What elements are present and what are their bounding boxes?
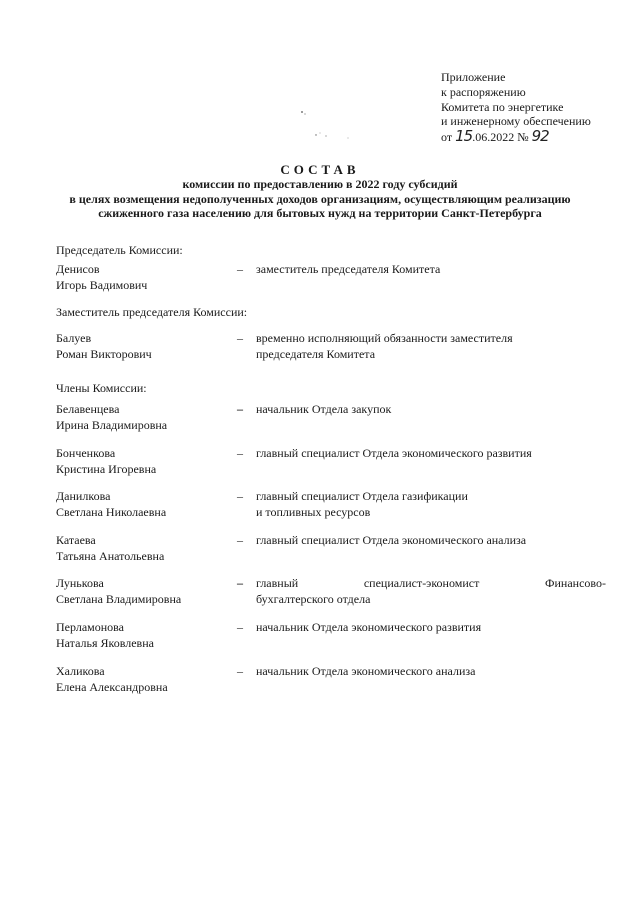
member-surname: Балуев bbox=[56, 331, 92, 345]
position-line: начальник Отдела закупок bbox=[256, 402, 392, 416]
member-row bbox=[56, 489, 616, 525]
section-chairman: Председатель Комиссии: bbox=[56, 243, 183, 257]
position-line: главный специалист Отдела газификации bbox=[256, 489, 468, 503]
position-line: начальник Отдела экономического развития bbox=[256, 620, 482, 634]
dash: – bbox=[237, 489, 243, 503]
date-rest: .06.2022 № bbox=[472, 130, 529, 145]
position-line: временно исполняющий обязанности заместителя bbox=[256, 331, 513, 345]
member-given-names: Елена Александровна bbox=[56, 679, 168, 694]
member-position bbox=[256, 402, 606, 418]
position-line: главный специалист Отдела экономического анализа bbox=[256, 533, 527, 547]
member-row bbox=[56, 576, 616, 612]
annex-line: к распоряжению bbox=[441, 84, 526, 99]
member-name bbox=[56, 402, 167, 433]
dash: – bbox=[237, 402, 243, 416]
annex-block bbox=[441, 70, 591, 145]
member-position bbox=[256, 664, 606, 680]
member-surname: Денисов bbox=[56, 262, 100, 276]
member-given-names: Татьяна Анатольевна bbox=[56, 548, 165, 563]
annex-line: Комитета по энергетике bbox=[441, 99, 564, 114]
member-position bbox=[256, 331, 606, 362]
position-line: председателя Комитета bbox=[256, 346, 376, 361]
member-given-names: Наталья Яковлевна bbox=[56, 635, 154, 650]
member-position bbox=[256, 446, 606, 462]
member-row bbox=[56, 533, 616, 569]
position-word: специалист-экономист bbox=[363, 576, 480, 590]
member-surname: Данилкова bbox=[56, 489, 111, 503]
member-row bbox=[56, 620, 616, 656]
member-surname: Лунькова bbox=[56, 576, 104, 590]
member-surname: Бонченкова bbox=[56, 446, 116, 460]
dash: – bbox=[237, 262, 243, 276]
document-title bbox=[0, 162, 640, 221]
member-name bbox=[56, 489, 166, 520]
member-name bbox=[56, 664, 168, 695]
member-surname: Халикова bbox=[56, 664, 105, 678]
member-row bbox=[56, 446, 616, 482]
annex-line: Приложение bbox=[441, 70, 506, 84]
annex-line: и инженерному обеспечению bbox=[441, 114, 591, 129]
section-deputy: Заместитель председателя Комиссии: bbox=[56, 305, 248, 319]
member-name bbox=[56, 620, 154, 651]
dash: – bbox=[237, 331, 243, 345]
dash: – bbox=[237, 576, 243, 590]
position-word: Финансово- bbox=[545, 576, 606, 590]
member-row bbox=[56, 331, 616, 367]
dash: – bbox=[237, 533, 243, 547]
handwritten-day: 15 bbox=[455, 127, 473, 146]
date-prefix: от bbox=[441, 130, 453, 145]
member-name bbox=[56, 576, 181, 607]
member-position bbox=[256, 576, 606, 607]
dash: – bbox=[237, 446, 243, 460]
member-row bbox=[56, 262, 616, 298]
title-line: сжиженного газа населению для бытовых нужд на территории Санкт-Петербурга bbox=[98, 206, 542, 220]
dash: – bbox=[237, 664, 243, 678]
title-line: в целях возмещения недополученных доходов организациям, осуществляющим реализацию bbox=[69, 191, 571, 206]
handwritten-number: 92 bbox=[531, 127, 549, 146]
position-line bbox=[256, 576, 606, 592]
member-surname: Белавенцева bbox=[56, 402, 120, 416]
position-line: и топливных ресурсов bbox=[256, 504, 371, 519]
member-given-names: Игорь Вадимович bbox=[56, 277, 148, 292]
member-row bbox=[56, 664, 616, 700]
member-surname: Катаева bbox=[56, 533, 96, 547]
member-surname: Перламонова bbox=[56, 620, 124, 634]
member-given-names: Светлана Владимировна bbox=[56, 591, 182, 606]
member-given-names: Кристина Игоревна bbox=[56, 461, 157, 476]
member-name bbox=[56, 262, 147, 293]
member-position bbox=[256, 262, 606, 278]
title-line: комиссии по предоставлению в 2022 году субсидий bbox=[182, 177, 458, 191]
member-name bbox=[56, 331, 152, 362]
member-position bbox=[256, 533, 606, 549]
title-main: СОСТАВ bbox=[280, 162, 360, 177]
section-members: Члены Комиссии: bbox=[56, 381, 147, 395]
member-row bbox=[56, 402, 616, 438]
position-line: главный специалист Отдела экономического развития bbox=[256, 446, 532, 460]
member-given-names: Ирина Владимировна bbox=[56, 417, 168, 432]
member-name bbox=[56, 533, 164, 564]
member-given-names: Роман Викторович bbox=[56, 346, 152, 361]
position-word: главный bbox=[256, 576, 299, 590]
position-line: начальник Отдела экономического анализа bbox=[256, 664, 476, 678]
member-position bbox=[256, 489, 606, 520]
scan-specks bbox=[296, 108, 356, 142]
annex-date bbox=[441, 129, 591, 145]
member-given-names: Светлана Николаевна bbox=[56, 504, 167, 519]
member-name bbox=[56, 446, 156, 477]
position-line: заместитель председателя Комитета bbox=[256, 262, 441, 276]
dash: – bbox=[237, 620, 243, 634]
position-line: бухгалтерского отдела bbox=[256, 591, 371, 606]
member-position bbox=[256, 620, 606, 636]
